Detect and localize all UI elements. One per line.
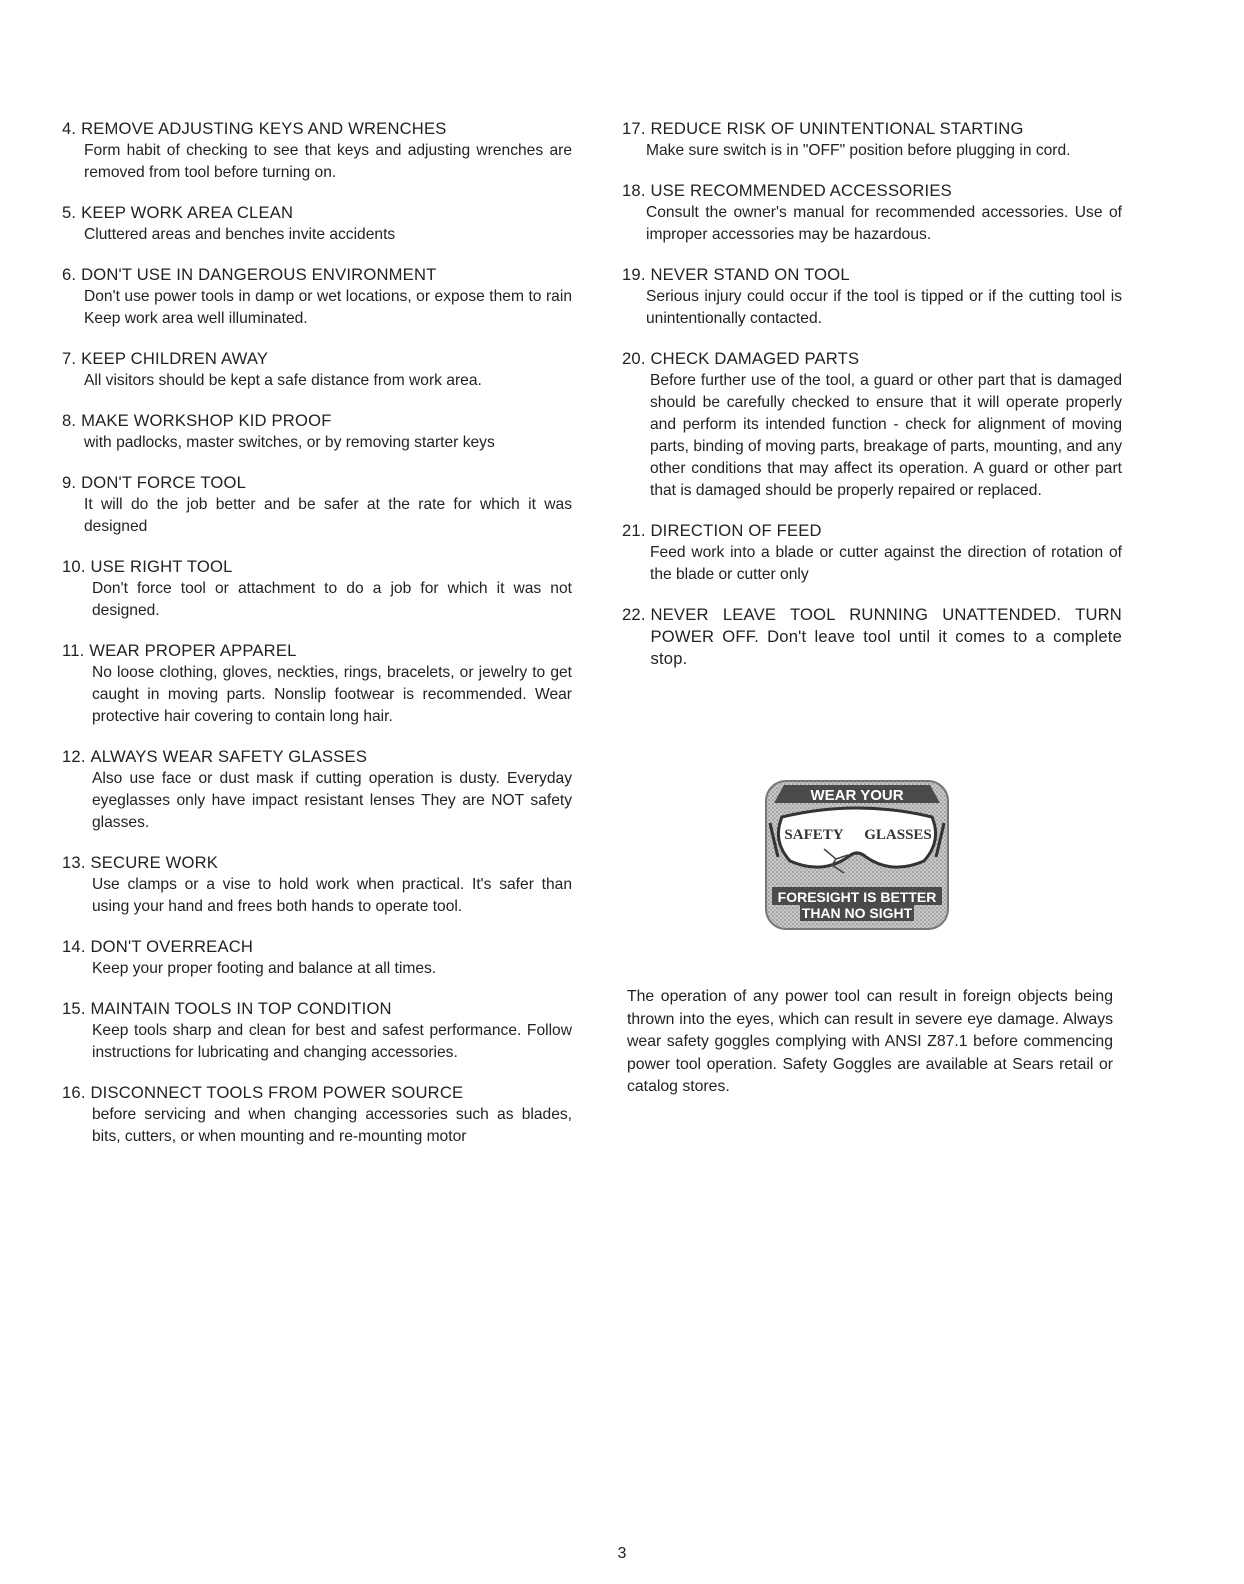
- item-body: Cluttered areas and benches invite accidents: [84, 226, 396, 243]
- item-number: 20.: [622, 349, 651, 368]
- right-column: [622, 118, 1122, 688]
- item-title: USE RECOMMENDED ACCESSORIES: [650, 181, 952, 200]
- item-number: 13.: [62, 853, 91, 872]
- item-title: MAKE WORKSHOP KID PROOF: [81, 411, 332, 430]
- item-body: It will do the job better and be safer at the rate for which it was designed: [84, 496, 572, 535]
- eye-protection-paragraph: The operation of any power tool can result in foreign objects being thrown into the eyes, which can result in severe eye damage. Always wear safety goggles complying with ANSI Z87.1 before commencing power tool operation. Safety Goggles are available at Sears retail or catalog stores.: [627, 988, 1113, 1095]
- safety-item-16: [62, 1082, 572, 1148]
- item-title: SECURE WORK: [90, 853, 219, 872]
- item-title: DON'T OVERREACH: [90, 937, 254, 956]
- item-title: ALWAYS WEAR SAFETY GLASSES: [90, 747, 368, 766]
- item-number: 8.: [62, 411, 82, 430]
- safety-item-12: [62, 746, 572, 834]
- item-body: Serious injury could occur if the tool is tipped or if the cutting tool is unintentionally contacted.: [646, 288, 1122, 327]
- safety-item-13: [62, 852, 572, 918]
- item-title: MAINTAIN TOOLS IN TOP CONDITION: [90, 999, 392, 1018]
- safety-item-20: [622, 348, 1122, 502]
- item-title: KEEP CHILDREN AWAY: [81, 349, 269, 368]
- item-title: CHECK DAMAGED PARTS: [650, 349, 860, 368]
- safety-item-18: [622, 180, 1122, 246]
- item-body: Consult the owner's manual for recommended accessories. Use of improper accessories may be hazardous.: [646, 204, 1122, 243]
- item-number: 4.: [62, 119, 82, 138]
- item-body: Feed work into a blade or cutter against the direction of rotation of the blade or cutter only: [650, 544, 1122, 583]
- item-title: KEEP WORK AREA CLEAN: [81, 203, 294, 222]
- item-number: 16.: [62, 1083, 91, 1102]
- safety-item-5: [62, 202, 572, 246]
- safety-item-19: [622, 264, 1122, 330]
- item-body: Keep tools sharp and clean for best and safest performance. Follow instructions for lubricating and changing accessories.: [92, 1022, 572, 1061]
- item-body: No loose clothing, gloves, neckties, rings, bracelets, or jewelry to get caught in moving parts. Nonslip footwear is recommended. Wear protective hair covering to contain long hair.: [92, 664, 572, 725]
- item-body: Don't force tool or attachment to do a job for which it was not designed.: [92, 580, 572, 619]
- item-number: 19.: [622, 265, 651, 284]
- item-title: USE RIGHT TOOL: [90, 557, 233, 576]
- item-body: Form habit of checking to see that keys and adjusting wrenches are removed from tool before turning on.: [84, 142, 572, 181]
- item-body: Use clamps or a vise to hold work when practical. It's safer than using your hand and frees both hands to operate tool.: [92, 876, 572, 915]
- item-number: 5.: [62, 203, 82, 222]
- safety-item-22: [622, 604, 1122, 670]
- item-body: Don't use power tools in damp or wet locations, or expose them to rain Keep work area well illuminated.: [84, 288, 572, 327]
- item-title: REDUCE RISK OF UNINTENTIONAL STARTING: [650, 119, 1024, 138]
- safety-item-21: [622, 520, 1122, 586]
- item-number: 15.: [62, 999, 91, 1018]
- item-title: NEVER LEAVE TOOL RUNNING UNATTENDED. TURN POWER OFF. Don't leave tool until it comes to a complete stop.: [650, 605, 1122, 668]
- safety-item-4: [62, 118, 572, 184]
- item-body: All visitors should be kept a safe distance from work area.: [84, 372, 482, 389]
- item-number: 11.: [62, 641, 90, 660]
- item-title: REMOVE ADJUSTING KEYS AND WRENCHES: [81, 119, 447, 138]
- item-number: 9.: [62, 473, 82, 492]
- badge-bottom-line-1: FORESIGHT IS BETTER: [777, 889, 937, 905]
- item-number: 12.: [62, 747, 91, 766]
- wear-safety-glasses-badge: [764, 779, 950, 931]
- item-body: before servicing and when changing accessories such as blades, bits, cutters, or when mounting and re-mounting motor: [92, 1106, 572, 1145]
- item-body: Also use face or dust mask if cutting operation is dusty. Everyday eyeglasses only have impact resistant lenses They are NOT safety glasses.: [92, 770, 572, 831]
- item-number: 21.: [622, 521, 651, 540]
- safety-item-14: [62, 936, 572, 980]
- safety-glasses-icon: [764, 779, 950, 931]
- page-number: 3: [617, 1545, 627, 1562]
- item-number: 6.: [62, 265, 82, 284]
- safety-item-10: [62, 556, 572, 622]
- item-body: with padlocks, master switches, or by removing starter keys: [84, 434, 495, 451]
- item-title: WEAR PROPER APPAREL: [89, 641, 297, 660]
- safety-item-9: [62, 472, 572, 538]
- item-title: DISCONNECT TOOLS FROM POWER SOURCE: [90, 1083, 464, 1102]
- item-title: NEVER STAND ON TOOL: [650, 265, 850, 284]
- item-body: Keep your proper footing and balance at all times.: [92, 960, 437, 977]
- badge-bottom-line-2: THAN NO SIGHT: [801, 905, 913, 921]
- item-title: DIRECTION OF FEED: [650, 521, 822, 540]
- item-number: 17.: [622, 119, 651, 138]
- safety-item-7: [62, 348, 572, 392]
- item-body: Make sure switch is in "OFF" position before plugging in cord.: [646, 142, 1071, 159]
- item-number: 18.: [622, 181, 651, 200]
- item-number: 10.: [62, 557, 91, 576]
- item-title: DON'T FORCE TOOL: [81, 473, 247, 492]
- left-column: [62, 118, 572, 1166]
- item-number: 7.: [62, 349, 82, 368]
- safety-item-17: [622, 118, 1122, 162]
- badge-right-lens-text: GLASSES: [864, 827, 932, 843]
- safety-item-6: [62, 264, 572, 330]
- safety-item-11: [62, 640, 572, 728]
- safety-item-8: [62, 410, 572, 454]
- item-body: Before further use of the tool, a guard or other part that is damaged should be carefully checked to ensure that it will operate properly and perform its intended function - check for alignment of moving parts, binding of moving parts, breakage of parts, mounting, and any other conditions that may affect its operation. A guard or other part that is damaged should be properly repaired or replaced.: [650, 372, 1122, 499]
- badge-left-lens-text: SAFETY: [784, 827, 844, 843]
- item-number: 14.: [62, 937, 91, 956]
- item-title: DON'T USE IN DANGEROUS ENVIRONMENT: [81, 265, 437, 284]
- item-number: 22.: [622, 605, 651, 624]
- safety-item-15: [62, 998, 572, 1064]
- badge-top-text: WEAR YOUR: [810, 787, 904, 804]
